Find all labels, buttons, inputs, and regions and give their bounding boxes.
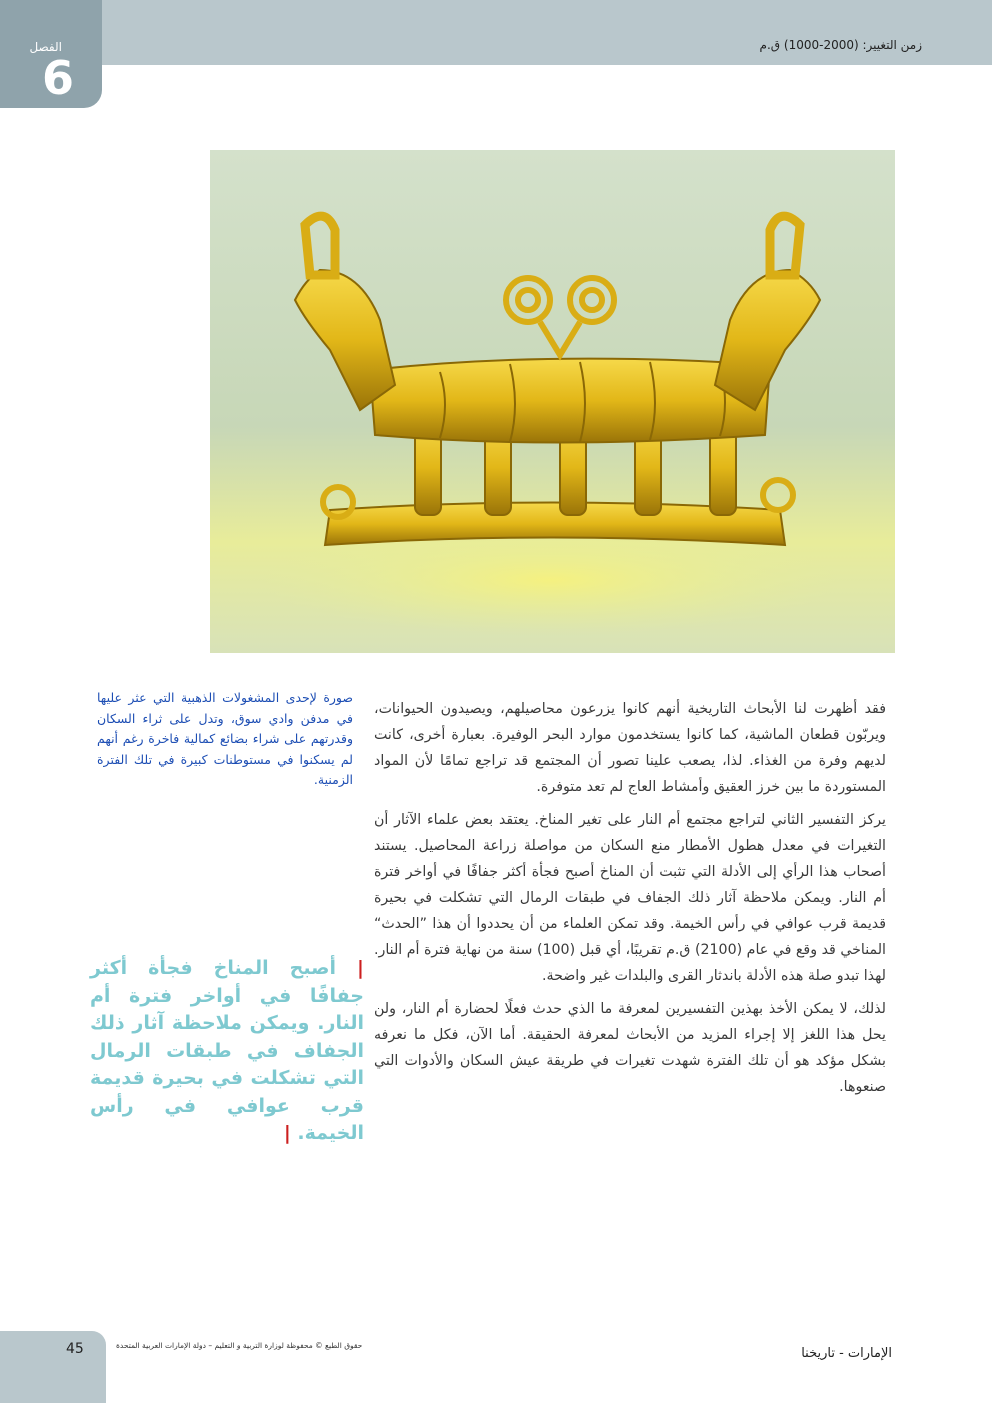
header-bar	[0, 0, 992, 65]
page-number: 45	[66, 1341, 84, 1357]
footer-tab	[0, 1331, 106, 1403]
book-title: الإمارات - تاريخنا	[801, 1346, 892, 1361]
pull-quote-text: أصبح المناخ فجأة أكثر جفافًا في أواخر فترة أم النار. ويمكن ملاحظة آثار ذلك الجفاف في طبقات الرمال التي تشكلت في بحيرة قديمة قرب عوافي في رأس الخيمة.	[90, 957, 364, 1144]
photo-caption: صورة لإحدى المشغولات الذهبية التي عثر عليها في مدفن وادي سوق، وتدل على ثراء السكان وقدرتهم على شراء بضائع كمالية فاخرة رغم أنهم لم يسكنوا في مستوطنات كبيرة في تلك الفترة الزمنية.	[97, 690, 353, 787]
copyright-notice: حقوق الطبع © محفوظة لوزارة التربية و التعليم – دولة الإمارات العربية المتحدة	[116, 1341, 363, 1350]
quote-end-marker: |	[283, 1122, 291, 1144]
chapter-tab	[0, 0, 102, 108]
pull-quote	[90, 955, 364, 1148]
chapter-number: 6	[41, 51, 74, 105]
artifact-photo	[210, 150, 895, 653]
quote-start-marker: |	[357, 957, 364, 979]
era-title: زمن التغيير: (2000-1000) ق.م	[759, 38, 922, 52]
paragraph: يركز التفسير الثاني لتراجع مجتمع أم النار على تغير المناخ. يعتقد بعض علماء الآثار أن التغيرات في معدل هطول الأمطار منع السكان من مواصلة زراعة المحاصيل. يستند أصحاب هذا الرأي إلى الأدلة التي تثبت أن المناخ أصبح فجأة أكثر جفافًا في أواخر فترة أم النار. ويمكن ملاحظة آثار ذلك الجفاف في طبقات الرمال التي تشكلت في بحيرة قديمة قرب عوافي في رأس الخيمة. وقد تمكن العلماء من أن يحددوا أن هذا ”الحدث“ المناخي قد وقع في عام (2100) ق.م تقريبًا، أي قبل (100) سنة من نهاية فترة أم النار. لهذا تبدو صلة هذه الأدلة باندثار القرى والبلدات غير واضحة.	[374, 812, 887, 984]
chapter-label: الفصل	[29, 40, 62, 54]
gold-boat-artifact-image	[210, 150, 895, 653]
body-text	[374, 696, 886, 1107]
paragraph: فقد أظهرت لنا الأبحاث التاريخية أنهم كانوا يزرعون محاصيلهم، ويصيدون الحيوانات، ويربّون قطعان الماشية، كما كانوا يستخدمون موارد البحر الوفيرة. بعبارة أخرى، كانت لديهم وفرة من الغذاء. لذا، يصعب علينا تصور أن المجتمع قد تراجع تمامًا لأن المواد المستوردة ما بين خرز العقيق وأمشاط العاج لم تعد متوفرة.	[374, 701, 886, 795]
paragraph: لذلك، لا يمكن الأخذ بهذين التفسيرين لمعرفة ما الذي حدث فعلًا لحضارة أم النار، ولن يحل هذا اللغز إلا إجراء المزيد من الأبحاث لمعرفة الحقيقة. أما الآن، فكل ما نعرفه بشكل مؤكد هو أن تلك الفترة شهدت تغيرات في طريقة عيش السكان والأدوات التي صنعوها.	[374, 1001, 886, 1095]
